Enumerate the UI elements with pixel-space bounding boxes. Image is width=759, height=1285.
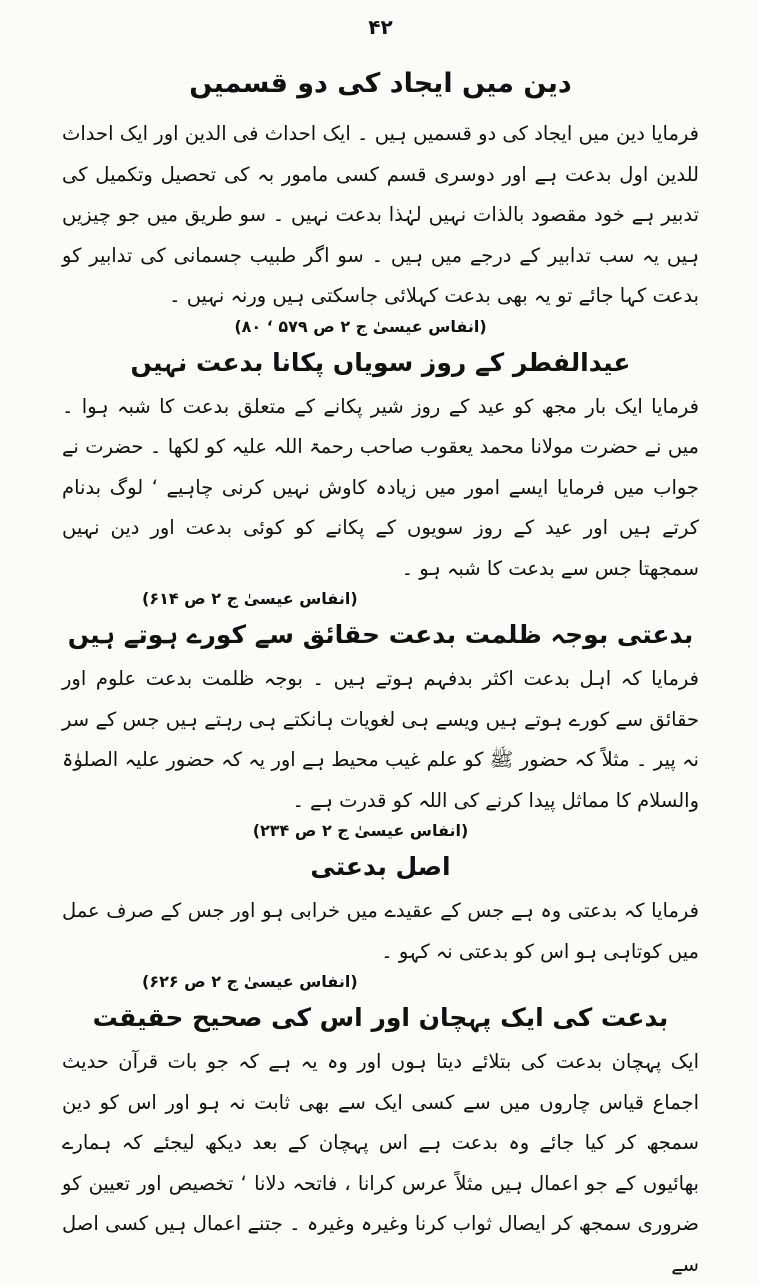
- section-paragraph: فرمایا ایک بار مجھ کو عید کے روز شیر پکانے کے متعلق بدعت کا شبہ ہوا ۔ میں نے حضرت مولانا محمد یعقوب صاحب رحمۃ اللہ علیہ کو لکھا ۔ حضرت نے جواب میں فرمایا ایسے امور میں زیادہ کاوش نہیں کرنی چاہیے ‘ لوگ بدنام کرتے ہیں اور عید کے روز سویوں کے پکانے کو کوئی بدعت اور دین نہیں سمجھتا جس سے بدعت کا شبہ ہو ۔: [62, 394, 699, 580]
- section-heading: دین میں ایجاد کی دو قسمیں: [189, 68, 572, 99]
- section-reference: (انفاس عیسیٰ ج ۲ ص ۶۱۴): [142, 589, 358, 608]
- section-reference: (انفاس عیسیٰ ج ۲ ص ۲۳۴): [252, 821, 469, 840]
- section-reference: (انفاس عیسیٰ ج ۲ ص ۵۷۹ ‘ ۸۰): [234, 316, 487, 336]
- section-heading: اصل بدعتی: [310, 852, 451, 881]
- section-heading: بدعتی بوجہ ظلمت بدعت حقائق سے کورے ہوتے ہیں: [67, 620, 694, 649]
- section-heading: عیدالفطر کے روز سویاں پکانا بدعت نہیں: [130, 347, 631, 377]
- section-paragraph: فرمایا دین میں ایجاد کی دو قسمیں ہیں ۔ ایک احداث فی الدین اور ایک احداث للدین اول بدعت ہے اور دوسری قسم کسی مامور بہ کی تحصیل وتکمیل کی تدبیر ہے خود مقصود بالذات نہیں لہٰذا بدعت نہیں ۔ سو طریق میں جو چیزیں ہیں یہ سب تدابیر کے درجے میں ہیں ۔ سو اگر طبیب جسمانی کی تدابیر کو بدعت کہا جائے تو یہ بھی بدعت کہلائی جاسکتی ہیں ورنہ نہیں ۔: [62, 122, 699, 307]
- section-paragraph: فرمایا کہ اہل بدعت اکثر بدفہم ہوتے ہیں ۔ بوجہ ظلمت بدعت علوم اور حقائق سے کورے ہوتے ہیں ویسے ہی لغویات ہانکتے ہی رہتے ہیں جس کے سر نہ پیر ۔ مثلاً کہ حضور ﷺ کو علم غیب محیط ہے اور یہ کہ حضور علیہ الصلوٰۃ والسلام کا مماثل پیدا کرنے کی اللہ کو قدرت ہے ۔: [62, 667, 699, 812]
- section-heading: بدعت کی ایک پہچان اور اس کی صحیح حقیقت: [92, 1003, 669, 1032]
- section-reference: (انفاس عیسیٰ ج ۲ ص ۶۲۶): [142, 972, 358, 991]
- section-paragraph: ایک پہچان بدعت کی بتلائے دیتا ہوں اور وہ یہ ہے کہ جو بات قرآن حدیث اجماع قیاس چاروں میں سے کسی ایک سے بھی ثابت نہ ہو اور اس کو دین سمجھ کر کیا جائے وہ بدعت ہے اس پہچان کے بعد دیکھ لیجئے کہ ہمارے بھائیوں کے جو اعمال ہیں مثلاً عرس کرانا ، فاتحہ دلانا ‘ تخصیص اور تعیین کو ضروری سمجھ کر ایصال ثواب کرنا وغیرہ وغیرہ ۔ جتنے اعمال ہیں کسی اصل سے: [62, 1050, 699, 1276]
- page-number: ۴۲: [368, 15, 393, 39]
- section-paragraph: فرمایا کہ بدعتی وہ ہے جس کے عقیدے میں خرابی ہو اور جس کے صرف عمل میں کوتاہی ہو اس کو بدعتی نہ کہو ۔: [62, 899, 699, 963]
